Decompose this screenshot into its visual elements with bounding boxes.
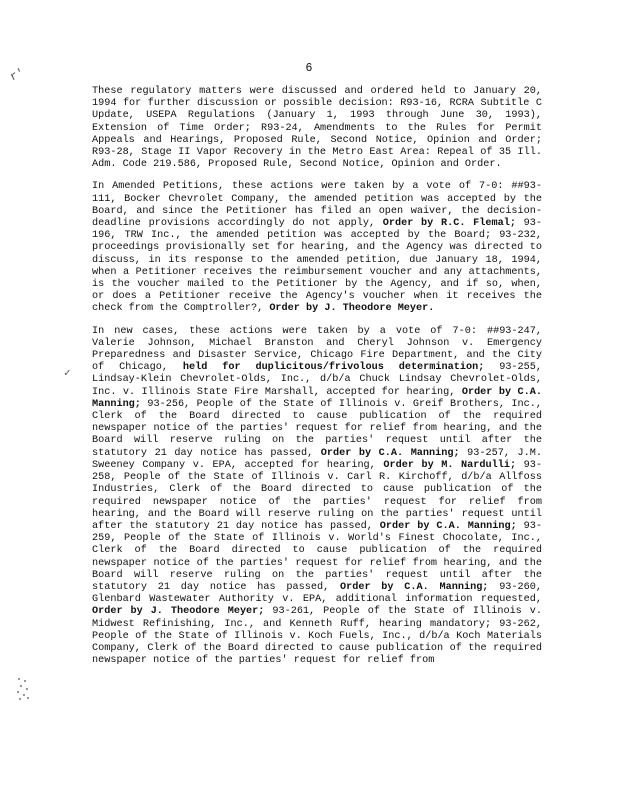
margin-mark-top: r' — [7, 65, 27, 85]
text-segment: 93-196, TRW Inc., the amended petition was accepted by the Board; 93-232, proceedings provisionally set for hearing, and the Agency was directed to discuss, in its response to the amended petition, due January 18, 1994, when a Petitioner receives the reimbursement voucher and any attachments, is the voucher mailed to the Petitioner by the Agency, and if so, when, or does a Petitioner receive the Agency's voucher when it receives the check from the Comptroller?, — [92, 218, 542, 315]
order-attribution: Order by C.A. Manning; — [92, 386, 542, 410]
order-attribution: Order by C.A. Manning; — [379, 520, 517, 532]
page-number: 6 — [305, 62, 313, 75]
text-segment: 93-259, People of the State of Illinois v. World's Finest Chocolate, Inc., Clerk of the Board directed to cause publication of the required newspaper notice of the parties' request for relief from hearing, and the Board will reserve ruling on the parties' request until after the statutory 21 day notice has passed, — [92, 520, 542, 593]
text-segment: In new cases, these actions were taken by a vote of 7-0: ##93-247, Valerie Johnson, Michael Branston and Cheryl Johnson v. Emergency Preparedness and Disaster Service, Chicago Fire Department, and the City of Chicago, — [92, 325, 542, 374]
order-attribution: Order by J. Theodore Meyer. — [269, 303, 435, 315]
text-segment: 93-261, People of the State of Illinois v. Midwest Refinishing, Inc., and Kenneth Ruff, hearing mandatory; 93-262, People of the State of Illinois v. Koch Fuels, Inc., d/b/a Koch Materials Company, Clerk of the Board directed to cause publication of the required newspaper notice of the parties' request for relief from — [92, 606, 542, 667]
text-segment: 93-256, People of the State of Illinois v. Greif Brothers, Inc., Clerk of the Board directed to cause publication of the required newspaper notice of the parties' request for relief from hearing, and the Board will reserve ruling on the parties' request until after the statutory 21 day notice has passed, — [92, 398, 542, 459]
order-attribution: Order by J. Theodore Meyer; — [92, 606, 265, 618]
order-attribution: Order by M. Nardulli; — [383, 459, 517, 471]
paragraph-amended-petitions — [92, 181, 542, 315]
margin-mark-mid: ✓ — [64, 368, 71, 380]
case-determination: held for duplicitous/frivolous determination; — [182, 362, 485, 374]
paragraph-regulatory-matters: These regulatory matters were discussed and ordered held to January 20, 1994 for further discussion or possible decision: R93-16, RCRA Subtitle C Update, USEPA Regulations (January 1, 1993 through June 30, 1993), Extension of Time Order; R93-24, Amendments to the Rules for Permit Appeals and Hearings, Proposed Rule, Second Notice, Opinion and Order; R93-28, Stage II Vapor Recovery in the Metro East Area: Repeal of 35 Ill. Adm. Code 219.586, Proposed Rule, Second Notice, Opinion and Order. — [92, 86, 542, 171]
text-segment: 93-258, People of the State of Illinois v. Carl R. Kirchoff, d/b/a Allfoss Industries, Clerk of the Board directed to cause publication of the required newspaper notice of the parties' request for relief from hearing, and the Board will reserve ruling on the parties' request until after the statutory 21 day notice has passed, — [92, 459, 542, 532]
paragraph-new-cases — [92, 326, 542, 668]
text-segment: 93-260, Glenbard Wastewater Authority v. EPA, additional information requested, — [92, 581, 542, 606]
text-segment: In Amended Petitions, these actions were taken by a vote of 7-0: ##93-111, Bocker Chevrolet Company, the amended petition was accepted by the Board, and since the Petitioner has filed an open waiver, the decision-deadline provisions accordingly do not apply, — [92, 181, 542, 230]
text-segment: 93-255, Lindsay-Klein Chevrolet-Olds, Inc., d/b/a Chuck Lindsay Chevrolet-Olds, Inc. v. Illinois State Fire Marshall, accepted for hearing, — [92, 362, 542, 398]
order-attribution: Order by R.C. Flemal; — [382, 218, 516, 230]
order-attribution: Order by C.A. Manning; — [339, 581, 489, 593]
order-attribution: Order by C.A. Manning; — [320, 447, 460, 459]
text-segment: 93-257, J.M. Sweeney Company v. EPA, accepted for hearing, — [92, 447, 542, 471]
document-body — [92, 86, 542, 677]
scan-speck-marks — [16, 676, 30, 702]
